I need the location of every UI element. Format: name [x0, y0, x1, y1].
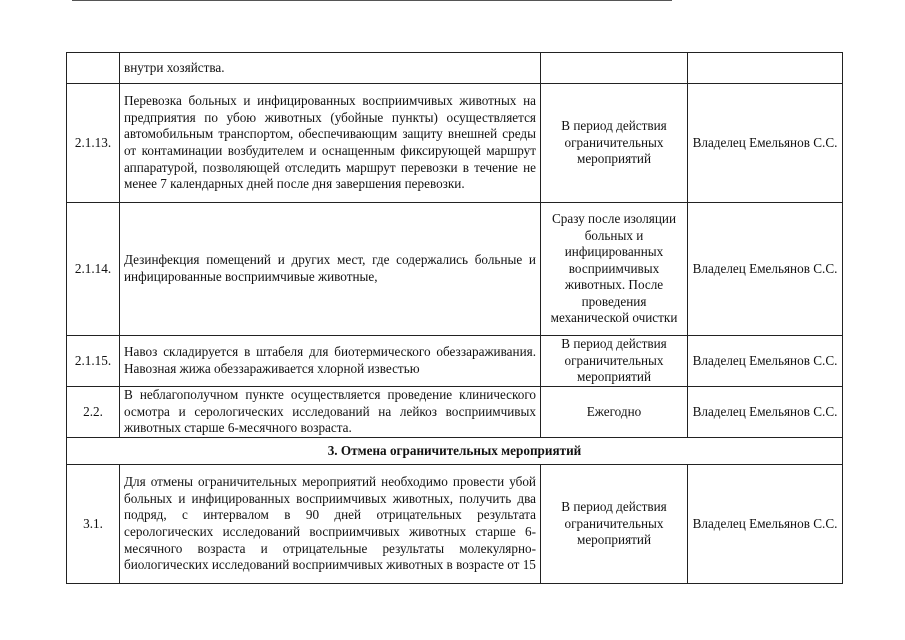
row-action: внутри хозяйства.	[120, 53, 541, 84]
row-number: 2.1.13.	[67, 84, 120, 203]
table-row	[67, 336, 843, 387]
row-action: Дезинфекция помещений и других мест, где содержались больные и инфицированные восприимчивые животные,	[120, 203, 541, 336]
row-responsible: Владелец Емельянов С.С.	[688, 465, 843, 584]
row-responsible: Владелец Емельянов С.С.	[688, 203, 843, 336]
table-row	[67, 387, 843, 438]
measures-table	[66, 52, 843, 584]
row-period: В период действия ограничительных мероприятий	[541, 465, 688, 584]
row-number: 2.2.	[67, 387, 120, 438]
row-period	[541, 53, 688, 84]
table-row	[67, 203, 843, 336]
row-number	[67, 53, 120, 84]
row-period: В период действия ограничительных мероприятий	[541, 84, 688, 203]
page-top-rule	[72, 0, 672, 1]
table-row	[67, 465, 843, 584]
row-period: Сразу после изоляции больных и инфицированных восприимчивых животных. После проведения механической очистки	[541, 203, 688, 336]
section-row	[67, 438, 843, 465]
row-action: В неблагополучном пункте осуществляется проведение клинического осмотра и серологических исследований на лейкоз восприимчивых животных старше 6-месячного возраста.	[120, 387, 541, 438]
row-period: Ежегодно	[541, 387, 688, 438]
row-action: Навоз складируется в штабеля для биотермического обеззараживания. Навозная жижа обеззараживается хлорной известью	[120, 336, 541, 387]
row-action: Для отмены ограничительных мероприятий необходимо провести убой больных и инфицированных восприимчивых животных, получить два подряд, с интервалом в 90 дней отрицательных результата серологических исследований восприимчивых животных старше 6-месячного возраста и отрицательные результаты молекулярно-биологических исследований восприимчивых животных в возрасте от 15	[120, 465, 541, 584]
row-number: 2.1.14.	[67, 203, 120, 336]
table-row	[67, 53, 843, 84]
row-responsible: Владелец Емельянов С.С.	[688, 387, 843, 438]
row-number: 3.1.	[67, 465, 120, 584]
table-row	[67, 84, 843, 203]
row-responsible	[688, 53, 843, 84]
row-responsible: Владелец Емельянов С.С.	[688, 84, 843, 203]
row-number: 2.1.15.	[67, 336, 120, 387]
row-action: Перевозка больных и инфицированных восприимчивых животных на предприятия по убою животных (убойные пункты) осуществляется автомобильным транспортом, обеспечивающим защиту внешней среды от контаминации возбудителем и оснащенным фиксирующей маршрут аппаратурой, позволяющей отследить маршрут перевозки в течение не менее 7 календарных дней после дня завершения перевозки.	[120, 84, 541, 203]
row-responsible: Владелец Емельянов С.С.	[688, 336, 843, 387]
row-period: В период действия ограничительных мероприятий	[541, 336, 688, 387]
section-heading: 3. Отмена ограничительных мероприятий	[67, 438, 843, 465]
